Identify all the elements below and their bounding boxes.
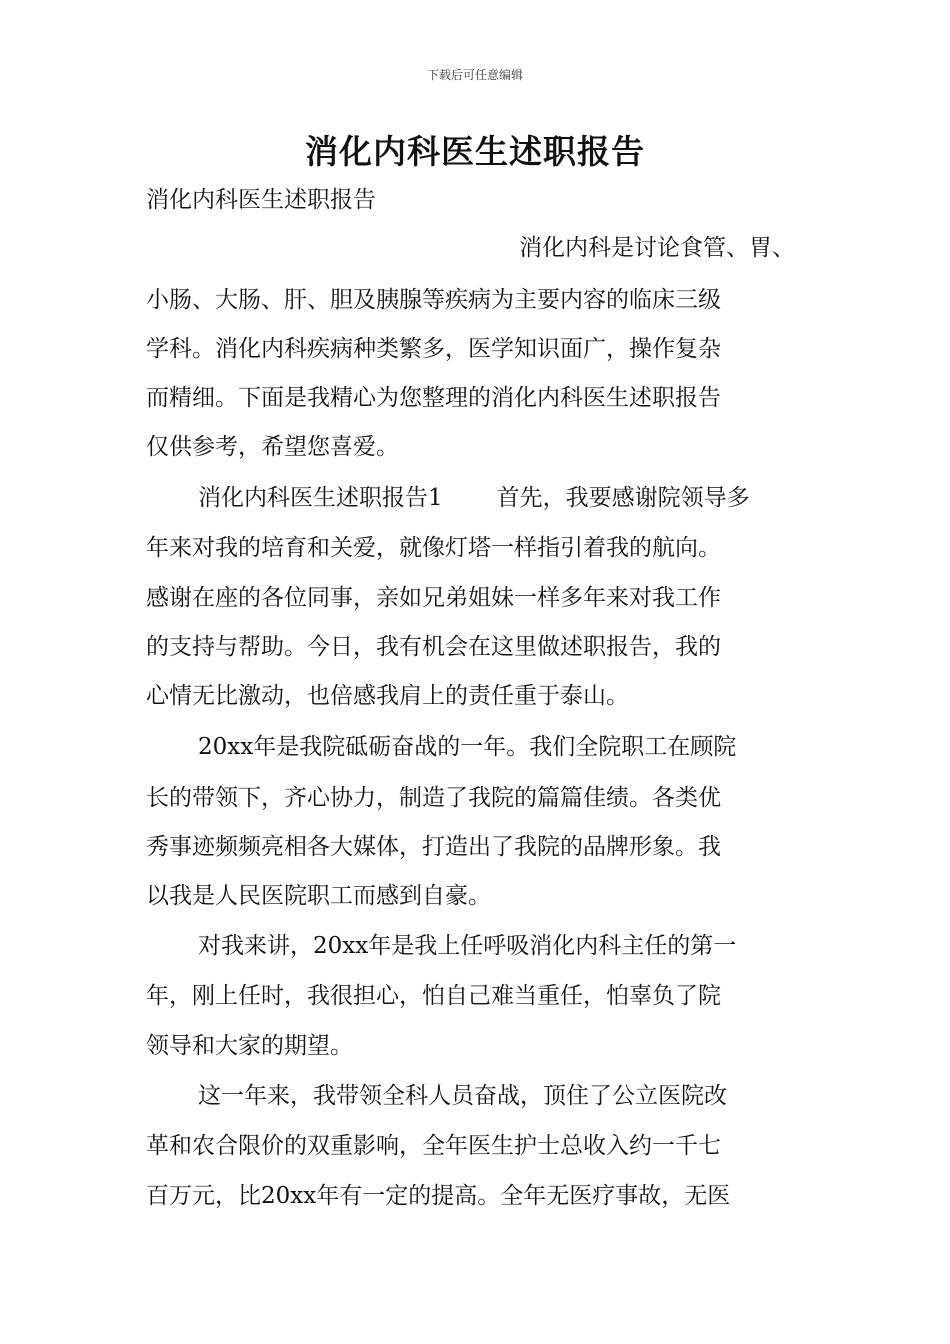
body-line: 这一年来，我带领全科人员奋战，顶住了公立医院改 [198,1083,727,1109]
body-line: 领导和大家的期望。 [146,1033,353,1059]
body-line: 感谢在座的各位同事，亲如兄弟姐妹一样多年来对我工作 [146,585,721,611]
body-line: 心情无比激动，也倍感我肩上的责任重于泰山。 [146,683,629,709]
body-line: 对我来讲，20xx年是我上任呼吸消化内科主任的第一 [198,933,737,959]
body-line: 而精细。下面是我精心为您整理的消化内科医生述职报告 [146,385,721,411]
section-heading: 消化内科医生述职报告1 [198,485,443,511]
body-line: 长的带领下，齐心协力，制造了我院的篇篇佳绩。各类优 [146,785,721,811]
body-line: 百万元，比20xx年有一定的提高。全年无医疗事故，无医 [146,1183,731,1209]
body-line: 的支持与帮助。今日，我有机会在这里做述职报告，我的 [146,634,721,660]
document-subtitle: 消化内科医生述职报告 [146,187,376,213]
body-line: 秀事迹频频亮相各大媒体，打造出了我院的品牌形象。我 [146,834,721,860]
body-line: 小肠、大肠、肝、胆及胰腺等疾病为主要内容的临床三级 [146,287,721,313]
body-line: 20xx年是我院砥砺奋战的一年。我们全院职工在顾院 [198,734,737,760]
document-title: 消化内科医生述职报告 [305,132,645,171]
body-line: 革和农合限价的双重影响，全年医生护士总收入约一千七 [146,1133,721,1159]
body-line: 以我是人民医院职工而感到自豪。 [146,883,491,909]
header-note: 下载后可任意编辑 [426,68,523,82]
body-line: 学科。消化内科疾病种类繁多，医学知识面广，操作复杂 [146,336,721,362]
body-line: 仅供参考，希望您喜爱。 [146,434,399,460]
body-line: 消化内科是讨论食管、胃、 [519,235,795,261]
body-line: 年来对我的培育和关爱，就像灯塔一样指引着我的航向。 [146,535,721,561]
body-line: 首先，我要感谢院领导多 [496,485,750,511]
body-line: 年，刚上任时，我很担心，怕自己难当重任，怕辜负了院 [146,983,721,1009]
section-heading-line [198,483,750,513]
